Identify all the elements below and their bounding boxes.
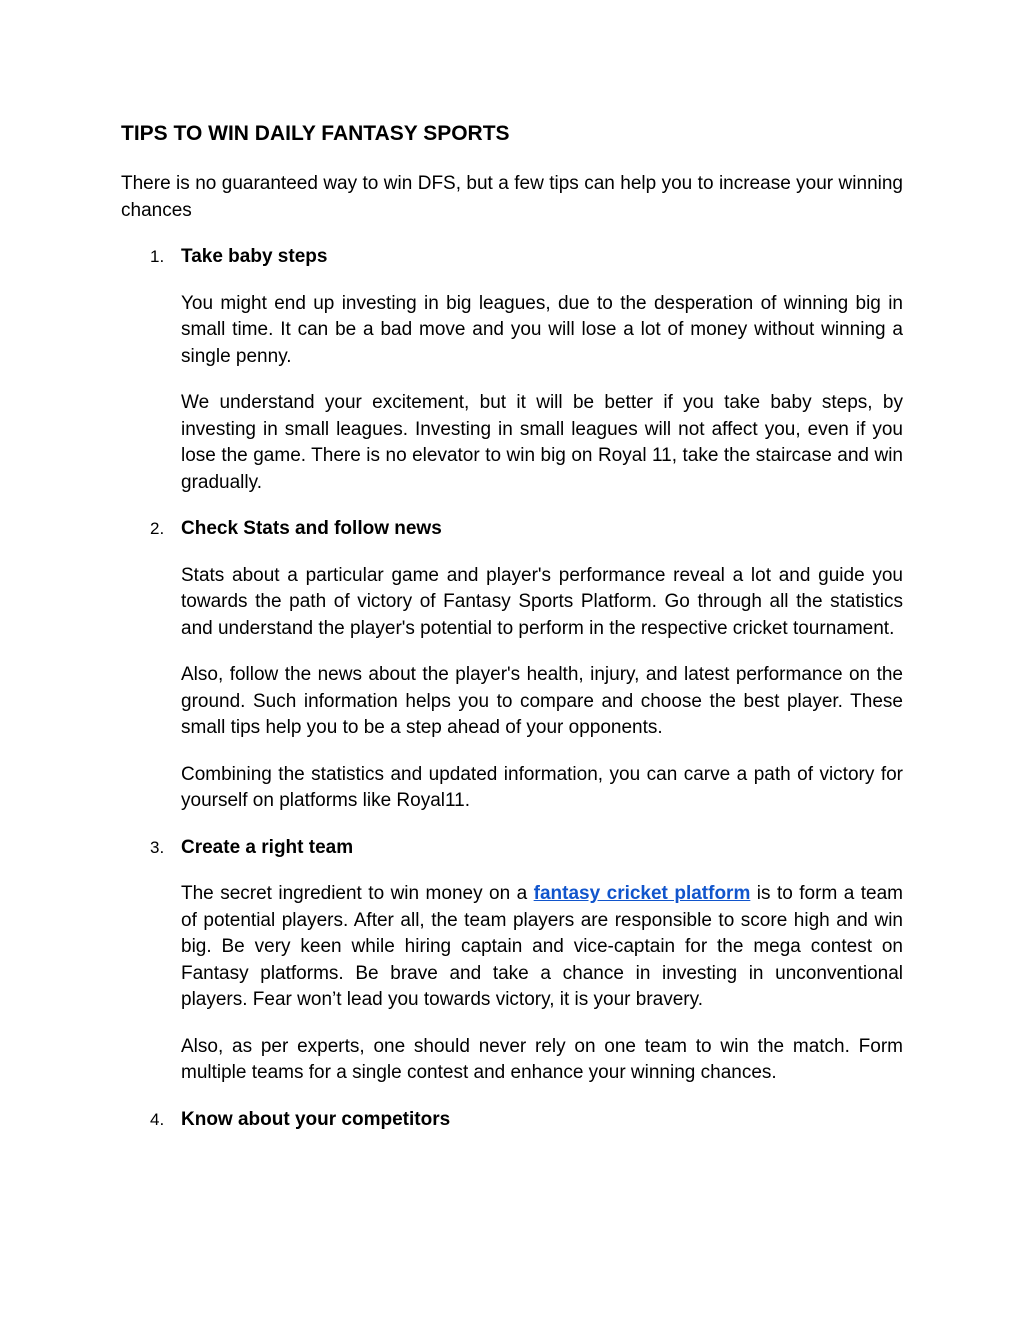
tip-heading-text: Take baby steps [181, 246, 328, 267]
tip-paragraph: We understand your excitement, but it will be better if you take baby steps, by investing in small leagues. Investing in small leagues will not affect you, even if you lose the game. There is no elevator to win big on Royal 11, take the staircase and win gradually. [181, 392, 903, 493]
tip-paragraph: You might end up investing in big leagues, due to the desperation of winning big in small time. It can be a bad move and you will lose a lot of money without winning a single penny. [181, 292, 903, 367]
list-number: 3. [150, 837, 165, 857]
list-number: 2. [150, 519, 165, 538]
tip-paragraph: Combining the statistics and updated information, you can carve a path of victory for yourself on platforms like Royal11. [181, 763, 903, 811]
tip-heading-1 [121, 244, 903, 271]
list-number: 1. [150, 247, 165, 266]
intro-paragraph: There is no guaranteed way to win DFS, but a few tips can help you to increase your winning chances [121, 173, 903, 221]
tip-section-3 [121, 835, 903, 1087]
paragraph-text: The secret ingredient to win money on a [181, 883, 534, 904]
tip-section-4 [121, 1107, 903, 1134]
fantasy-cricket-platform-link[interactable]: fantasy cricket platform [533, 883, 751, 904]
tip-paragraph: Also, follow the news about the player's health, injury, and latest performance on the ground. Such information helps you to compare and choose the best player. These small tips help you to be a step ahead of your opponents. [181, 664, 903, 738]
paragraph-text: is to form a team of potential players. After all, the team players are responsible to score high and win big. Be very keen while hiring captain and vice-captain for the mega contest on Fantasy platforms. Be brave and take a chance in investing in unconventional players. Fear won’t lead you towards victory, it is your bravery. [181, 883, 903, 1010]
tip-section-2 [121, 516, 903, 815]
page-title: TIPS TO WIN DAILY FANTASY SPORTS [121, 122, 510, 145]
tip-heading-text: Check Stats and follow news [181, 518, 442, 539]
tip-paragraph: Also, as per experts, one should never rely on one team to win the match. Form multiple teams for a single contest and enhance your winning chances. [181, 1035, 903, 1083]
tip-heading-4 [121, 1107, 903, 1134]
tip-heading-2 [121, 516, 903, 543]
tip-section-1 [121, 244, 903, 496]
tip-heading-3 [121, 835, 903, 862]
tip-heading-text: Create a right team [181, 836, 354, 858]
list-number: 4. [150, 1109, 165, 1129]
tip-paragraph: Stats about a particular game and player's performance reveal a lot and guide you towards the path of victory of Fantasy Sports Platform. Go through all the statistics and understand the player's potential to perform in the respective cricket tournament. [181, 564, 903, 639]
tip-heading-text: Know about your competitors [181, 1108, 451, 1130]
tip-paragraph [181, 881, 903, 1014]
